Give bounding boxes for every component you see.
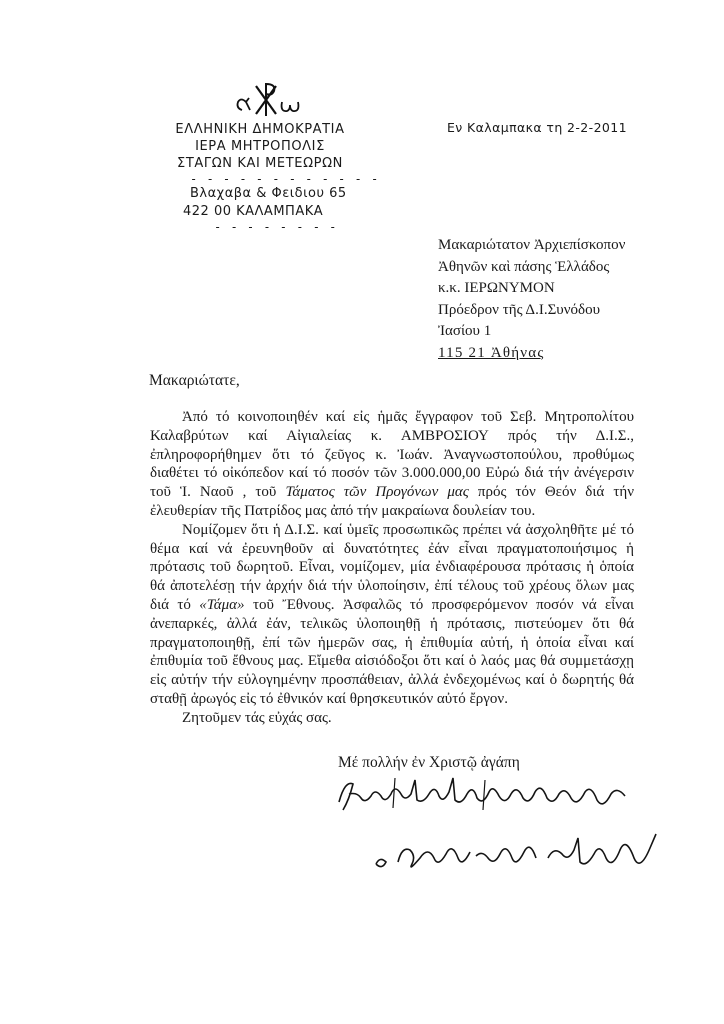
recipient-line: κ.κ. ΙΕΡΩΝΥΜΟΝ xyxy=(438,280,555,296)
letterhead-line-1: ΕΛΛΗΝΙΚΗ ΔΗΜΟΚΡΑΤΙΑ xyxy=(175,122,345,137)
letterhead-separator-bottom: - - - - - - - - xyxy=(214,220,338,234)
place-date: Εν Καλαμπακα τη 2-2-2011 xyxy=(447,120,627,135)
recipient-block xyxy=(438,235,625,364)
chi-rho-emblem-icon xyxy=(232,80,302,120)
body-paragraph-2: Νομίζομεν ὅτι ἡ Δ.Ι.Σ. καί ὑμεῖς προσωπικῶς πρέπει νά ἀσχοληθῆτε μέ τό θέμα καί νά ἐρευνηθοῦν αἱ δυνατότητες ἐάν εἶναι πραγματοποιήσιμος ἡ πρότασις τοῦ δωρητοῦ. Εἶναι, νομίζομεν, μία ἐνδιαφέρουσα πρότασις ἡ ὁποία θά ἀποτελέσῃ τήν ἀρχήν διά τήν ὑλοποίησιν, ἐπί τέλους τοῦ χρέους ὅλων μας διά τό «Τάμα» τοῦ Ἔθνους. Ἀσφαλῶς τό προσφερόμενον ποσόν νά εἶναι ἀνεπαρκές, ἀλλά ἐάν, τελικῶς ὑλοποιηθῇ ἡ πρότασις, πιστεύομεν ὅτι θά πραγματοποιηθῇ, ἐπί τῶν ἡμερῶν σας, ἡ ἐπιθυμία αὐτή, ἡ ὁποία εἶναι καί ἐπιθυμία τοῦ ἔθνους μας. Εἴμεθα αἰσιόδοξοι ὅτι καί ὁ λαός μας θά συμμετάσχῃ εἰς αὐτήν τήν εὐλογημένην προσπάθειαν, ἀλλά ἐνδεχομένως καί ὁ δωρητής θά σταθῇ ἀρωγός εἰς τό ἐθνικόν καί θρησκευτικόν αὐτό ἔργον. xyxy=(150,521,634,707)
letter-body xyxy=(150,408,634,728)
closing: Μέ πολλήν ἐν Χριστῷ ἀγάπη xyxy=(338,754,520,771)
recipient-line: Ἀθηνῶν καὶ πάσης Ἑλλάδος xyxy=(438,258,610,275)
recipient-line: Πρόεδρον τῆς Δ.Ι.Συνόδου xyxy=(438,301,601,318)
body-paragraph-1: Ἀπό τό κοινοποιηθέν καί εἰς ἡμᾶς ἔγγραφον τοῦ Σεβ. Μητροπολίτου Καλαβρύτων καί Αἰγιαλείας κ. ΑΜΒΡΟΣΙΟΥ πρός τήν Δ.Ι.Σ., ἐπληροφορήθημεν ὅτι τό ζεῦγος κ. Ἰωάν. Ἀναγνωστοπούλου, προθύμως διαθέτει τό οἰκόπεδον καί τό ποσόν τῶν 3.000.000,00 Εὐρώ διά τήν ἀνέγερσιν τοῦ Ἱ. Ναοῦ , τοῦ Τάματος τῶν Προγόνων μας πρός τόν Θεόν διά τήν ἐλευθερίαν τῆς Πατρίδος μας ἀπό τήν μακραίωνα δουλείαν του. xyxy=(150,409,634,519)
letterhead-line-3: ΣΤΑΓΩΝ ΚΑΙ ΜΕΤΕΩΡΩΝ xyxy=(177,156,343,171)
recipient-line: Ἰασίου 1 xyxy=(438,323,492,339)
handwritten-signature-2 xyxy=(372,828,672,880)
recipient-line: 115 21 Ἀθήνας xyxy=(438,344,545,361)
body-paragraph-3: Ζητοῦμεν τάς εὐχάς σας. xyxy=(182,709,332,726)
salutation: Μακαριώτατε, xyxy=(149,372,240,389)
letterhead-separator-top: - - - - - - - - - - - - xyxy=(190,172,380,186)
letterhead-address-city: 422 00 ΚΑΛΑΜΠΑΚΑ xyxy=(183,204,324,219)
letterhead-address-street: Βλαχαβα & Φειδιου 65 xyxy=(190,186,347,201)
letterhead-line-2: ΙΕΡΑ ΜΗΤΡΟΠΟΛΙΣ xyxy=(195,139,325,154)
handwritten-signature-1 xyxy=(335,770,635,820)
recipient-line: Μακαριώτατον Ἀρχιεπίσκοπον xyxy=(438,237,626,253)
